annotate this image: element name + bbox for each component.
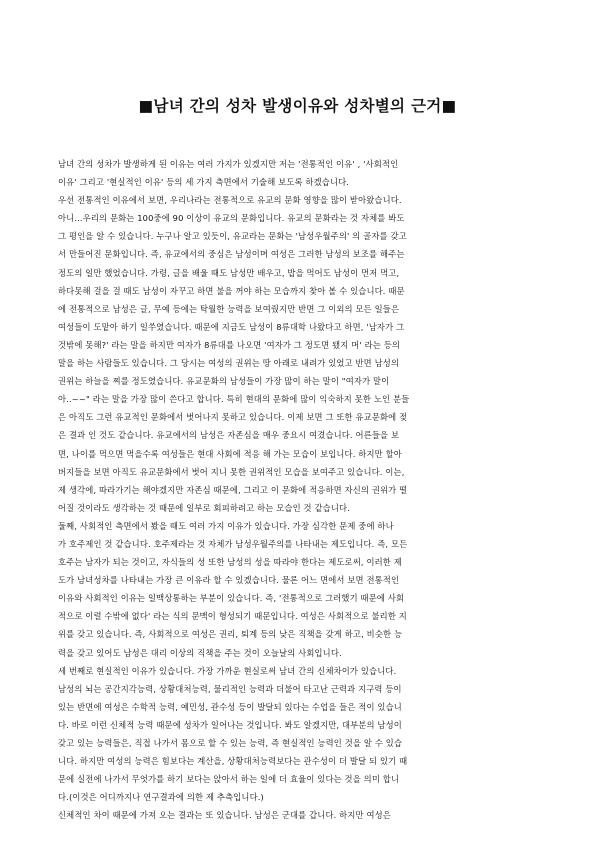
text-line: 니다. 하지만 여성의 능력은 힘보다는 계산을, 상황대처능력보다는 관수성이 더 발달 되 있기 때 [58, 756, 408, 767]
text-line: 것밖에 못해?' 라는 말을 하지만 여자가 8류대를 나오면 '여자가 그 정도면 됐지 머' 라는 등의 [58, 339, 401, 350]
text-line: 문에 실전에 나가서 무엇가를 하기 보다는 앉아서 하는 일에 더 효율이 있다는 것을 의미 합니 [58, 774, 400, 785]
paragraph [58, 806, 520, 824]
text-line: 그 평인을 알 수 있습니다. 누구나 알고 있듯이, 유교라는 문화는 '남성우월주의' 의 골자를 갖고 [58, 231, 407, 242]
document-body [58, 155, 520, 824]
text-line: 다. 바로 이런 신체적 능력 때문에 성차가 일어나는 것입니다. 봐도 알겠지만, 대부분의 남성이 [58, 719, 402, 730]
text-line: 도가 남녀성차를 나타내는 가장 큰 이유라 할 수 있겠습니다. 물론 어느 면에서 보면 전통적인 [58, 575, 400, 586]
text-line: 갖고 있는 능력들은, 직접 나가서 몸으로 할 수 있는 능력, 즉 현실적인 능력인 것을 알 수 있습 [58, 738, 403, 748]
text-line: 이유' 그리고 '현실적인 이유' 등의 세 가지 측면에서 기술해 보도록 하겠습니다. [58, 177, 350, 188]
text-line: 은 결과 인 것도 같습니다. 유교에서의 남성은 자존심을 매우 중요시 여겼습니다. 어른들을 보 [58, 430, 400, 441]
text-line: 남녀 간의 성차가 발생하게 된 이유는 여러 가지가 있겠지만 저는 '전통적인 이유' , '사회적인 [58, 159, 399, 169]
text-line: 력을 갖고 있어도 남성은 대리 이상의 직책을 주는 것이 오늘날의 사회입니다. [58, 647, 342, 658]
document-title: ■남녀 간의 성차 발생이유와 성차별의 근거■ [138, 97, 457, 115]
text-line: 말을 하는 사람들도 있습니다. 그 당시는 여성의 권위는 땅 아래로 내려가 있었고 반면 남성의 [58, 358, 400, 369]
text-line: 남성의 뇌는 공간지각능력, 상황대처능력, 물리적인 능력과 더불어 타고난 근력과 지구력 등이 [58, 683, 402, 694]
paragraph [58, 191, 520, 517]
text-line: 아..~~" 라는 말을 가장 많이 쓴다고 합니다. 특히 현대의 문화에 많이 익숙하지 못한 노인 분들 [58, 394, 410, 405]
text-line: 가 호주제인 것 같습니다. 호주제라는 것 자체가 남성우월주의를 나타내는 제도입니다. 즉, 모든 [58, 538, 408, 549]
paragraph [58, 517, 520, 662]
text-line: 버지들을 보면 아직도 유교문화에서 벗어 지니 못한 권위적인 모습을 보여주고 있습니다. 이는, [58, 466, 405, 477]
text-line: 제 생각에, 따라가기는 해야겠지만 자존심 때문에, 그리고 이 문화에 적응하면 자신의 권위가 떨 [58, 484, 408, 495]
text-line: 권위는 하늘을 찌를 정도였습니다. 유교문화의 남성들이 가장 많이 하는 말이 "여자가 말이 [58, 376, 390, 387]
paragraph [58, 155, 520, 191]
text-line: 에 전통적으로 남성은 글, 무예 등에는 탁월한 능력을 보여줬지만 반면 그 이외의 모든 일들은 [58, 303, 400, 314]
text-line: 하다못해 걸을 걸 때도 남성이 자꾸고 하면 불을 꺼야 하는 모습까지 찾아 볼 수 있습니다. 때문 [58, 285, 405, 296]
text-line: 둘째, 사회적인 측면에서 봤을 때도 여러 가지 이유가 있습니다. 가장 심각한 문제 중에 하나 [58, 520, 394, 531]
text-line: 있는 반면에 여성은 수학적 능력, 예민성, 관수성 등이 발달되 있다는 수업을 들은 적이 있습니 [58, 701, 402, 712]
text-line: 아니...우리의 문화는 100중에 90 이상이 유교의 문화입니다. 유교의 문화라는 것 자체를 봐도 [58, 213, 405, 224]
text-line: 호주는 남자가 되는 것이고, 자식들의 성 또한 남성의 성을 따라야 한다는 제도로써, 이러한 제 [58, 557, 402, 568]
text-line: 적으로 이럴 수밖에 없다' 라는 식의 문맥이 형성되기 때문입니다. 여성은 사회적으로 불리한 지 [58, 611, 407, 622]
text-line: 정도의 일만 했었습니다. 가령, 글을 배울 때도 남성만 배우고, 밥을 먹어도 남성이 먼저 먹고, [58, 267, 400, 278]
paragraph [58, 662, 520, 807]
text-line: 은 아직도 그런 유교적인 문화에서 벗어나지 못하고 있습니다. 이제 보면 그 또한 유교문화에 젖 [58, 412, 408, 423]
text-line: 우선 전통적인 이유에서 보면, 우리나라는 전통적으로 유교의 문화 영향을 많이 받아왔습니다. [58, 195, 402, 206]
text-line: 세 번째로 현실적인 이유가 있습니다. 가장 가까운 현실로써 남녀 간의 신체차이가 있습니다. [58, 665, 397, 676]
text-line: 위를 갖고 있습니다. 즉, 사회적으로 여성은 권리, 퇴계 등의 낮은 직책을 갖게 하고, 비슷한 능 [58, 629, 403, 640]
text-line: 어질 것이라도 생각하는 것 때문에 일부로 회피하려고 하는 모습인 것 같습니다. [58, 502, 350, 513]
text-line: 다.(이것은 어디까지나 연구결과에 의한 제 추측입니다.) [58, 792, 264, 803]
text-line: 여성들이 도맡아 하기 일쑤였습니다. 때문에 지금도 남성이 8류대학 나왔다고 하면, '남자가 그 [58, 321, 405, 332]
text-line: 이유와 사회적인 이유는 일맥상통하는 부분이 있습니다. 즉, '전통적으로 그러했기 때문에 사회 [58, 593, 405, 604]
text-line: 신체적인 차이 때문에 가져 오는 결과는 또 있습니다. 남성은 군대를 갑니다. 하지만 여성은 [58, 810, 391, 821]
text-line: 면, 나이를 먹으면 먹을수록 여성들은 현대 사회에 적응 해 가는 모습이 보입니다. 하지만 할아 [58, 448, 402, 459]
text-line: 서 만들어진 문화입니다. 즉, 유교에서의 중심은 남성이며 여성은 그러한 남성의 보조를 해주는 [58, 249, 405, 260]
